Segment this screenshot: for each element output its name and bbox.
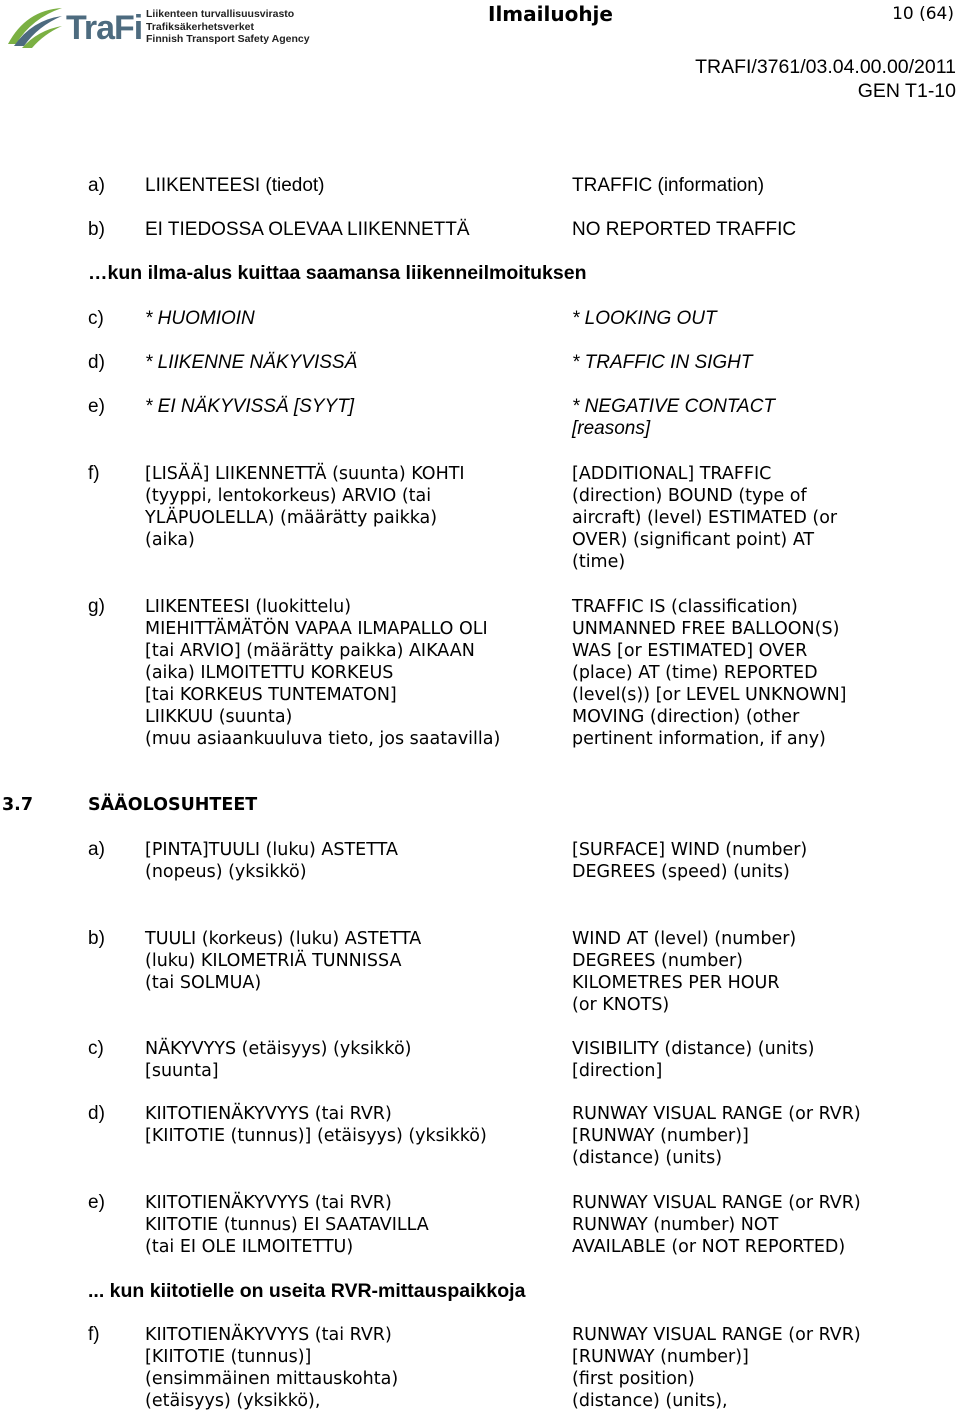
finnish-phrase: [145, 463, 565, 551]
phrase-line: (aika) ILMOITETTU KORKEUS: [145, 663, 394, 683]
item-label: c): [88, 308, 104, 329]
phrase-line: [RUNWAY (number)]: [572, 1347, 749, 1367]
phrase-line: [direction]: [572, 1061, 663, 1081]
trafi-swoosh-icon: [6, 4, 64, 50]
phrase-line: KIITOTIENÄKYVYYS (tai RVR): [145, 1325, 392, 1345]
english-phrase: * TRAFFIC IN SIGHT: [572, 352, 753, 373]
phrase-line: DEGREES (number): [572, 951, 743, 971]
phrase-line: (place) AT (time) REPORTED: [572, 663, 818, 683]
item-label: f): [88, 463, 100, 484]
english-phrase: [572, 463, 957, 573]
phrase-line: LIIKKUU (suunta): [145, 707, 293, 727]
phrase-line: RUNWAY VISUAL RANGE (or RVR): [572, 1104, 861, 1124]
phrase-line: RUNWAY (number) NOT: [572, 1215, 779, 1235]
phrase-line: TRAFFIC IS (classification): [572, 597, 798, 617]
item-label: a): [88, 175, 105, 196]
english-phrase: [572, 596, 957, 750]
phrase-line: (level(s)) [or LEVEL UNKNOWN]: [572, 685, 847, 705]
item-label: f): [88, 1324, 100, 1345]
phrase-line: (nopeus) (yksikkö): [145, 862, 307, 882]
english-phrase: [572, 839, 957, 883]
phrase-line: (distance) (units): [572, 1148, 723, 1168]
trafi-logo: [6, 4, 310, 54]
section-title: SÄÄOLOSUHTEET: [88, 795, 258, 815]
english-phrase: TRAFFIC (information): [572, 175, 765, 196]
english-phrase: [572, 1038, 957, 1082]
finnish-phrase: [145, 1103, 565, 1147]
phrase-line: KIITOTIE (tunnus) EI SAATAVILLA: [145, 1215, 429, 1235]
english-phrase: NO REPORTED TRAFFIC: [572, 219, 797, 240]
phrase-line: WIND AT (level) (number): [572, 929, 797, 949]
item-label: b): [88, 219, 105, 240]
item-label: g): [88, 596, 105, 617]
finnish-phrase: [145, 1324, 565, 1412]
finnish-phrase: [145, 1192, 565, 1258]
phrase-line: [LISÄÄ] LIIKENNETTÄ (suunta) KOHTI: [145, 464, 465, 484]
phrase-line: (luku) KILOMETRIÄ TUNNISSA: [145, 951, 402, 971]
phrase-line: UNMANNED FREE BALLOON(S): [572, 619, 840, 639]
phrase-line: pertinent information, if any): [572, 729, 826, 749]
phrase-line: (tyyppi, lentokorkeus) ARVIO (tai: [145, 486, 432, 506]
page-number: 10 (64): [892, 4, 954, 24]
phrase-line: TUULI (korkeus) (luku) ASTETTA: [145, 929, 422, 949]
phrase-line: (time): [572, 552, 626, 572]
finnish-phrase: [145, 928, 565, 994]
phrase-line: [KIITOTIE (tunnus)] (etäisyys) (yksikkö): [145, 1126, 487, 1146]
phrase-line: [tai KORKEUS TUNTEMATON]: [145, 685, 397, 705]
item-label: e): [88, 396, 105, 417]
finnish-phrase: * LIIKENNE NÄKYVISSÄ: [145, 352, 358, 373]
finnish-phrase: * HUOMIOIN: [145, 308, 255, 329]
phrase-line: (tai EI OLE ILMOITETTU): [145, 1237, 354, 1257]
phrase-line: * NEGATIVE CONTACT: [572, 396, 776, 417]
phrase-line: KILOMETRES PER HOUR: [572, 973, 780, 993]
phrase-line: (muu asiaankuuluva tieto, jos saatavilla): [145, 729, 501, 749]
document-code: GEN T1-10: [857, 80, 956, 102]
phrase-line: aircraft) (level) ESTIMATED (or: [572, 508, 838, 528]
phrase-line: (tai SOLMUA): [145, 973, 262, 993]
english-phrase: [572, 1192, 957, 1258]
phrase-line: [tai ARVIO] (määrätty paikka) AIKAAN: [145, 641, 475, 661]
finnish-phrase: [145, 596, 565, 750]
phrase-line: [reasons]: [572, 418, 651, 439]
phrase-line: MOVING (direction) (other: [572, 707, 800, 727]
phrase-line: RUNWAY VISUAL RANGE (or RVR): [572, 1193, 861, 1213]
item-label: e): [88, 1192, 105, 1213]
finnish-phrase: [145, 1038, 565, 1082]
item-label: c): [88, 1038, 104, 1059]
phrase-line: KIITOTIENÄKYVYYS (tai RVR): [145, 1104, 392, 1124]
item-label: d): [88, 352, 105, 373]
phrase-line: LIIKENTEESI (luokittelu): [145, 597, 352, 617]
phrase-line: [ADDITIONAL] TRAFFIC: [572, 464, 772, 484]
phrase-line: [SURFACE] WIND (number): [572, 840, 808, 860]
phrase-line: (etäisyys) (yksikkö),: [145, 1391, 321, 1411]
phrase-line: (direction) BOUND (type of: [572, 486, 807, 506]
phrase-line: (or KNOTS): [572, 995, 670, 1015]
item-label: b): [88, 928, 105, 949]
phrase-line: DEGREES (speed) (units): [572, 862, 790, 882]
english-phrase: * LOOKING OUT: [572, 308, 717, 329]
english-phrase: [572, 396, 957, 440]
phrase-line: [PINTA]TUULI (luku) ASTETTA: [145, 840, 398, 860]
english-phrase: [572, 928, 957, 1016]
document-title: Ilmailuohje: [488, 2, 613, 26]
phrase-line: [KIITOTIE (tunnus)]: [145, 1347, 312, 1367]
phrase-line: WAS [or ESTIMATED] OVER: [572, 641, 808, 661]
phrase-line: [RUNWAY (number)]: [572, 1126, 749, 1146]
section-number: 3.7: [2, 795, 34, 815]
phrase-line: MIEHITTÄMÄTÖN VAPAA ILMAPALLO OLI: [145, 619, 488, 639]
agency-name: Liikenteen turvallisuusvirasto Trafiksäkerhetsverket Finnish Transport Safety Agency: [146, 8, 310, 45]
item-label: a): [88, 839, 105, 860]
phrase-line: (distance) (units),: [572, 1391, 728, 1411]
phrase-line: AVAILABLE (or NOT REPORTED): [572, 1237, 846, 1257]
phrase-line: (aika): [145, 530, 195, 550]
phrase-line: (ensimmäinen mittauskohta): [145, 1369, 399, 1389]
logo-wordmark: TraFi: [66, 9, 143, 47]
phrase-line: [suunta]: [145, 1061, 219, 1081]
finnish-phrase: EI TIEDOSSA OLEVAA LIIKENNETTÄ: [145, 219, 470, 240]
phrase-line: VISIBILITY (distance) (units): [572, 1039, 815, 1059]
phrase-line: OVER) (significant point) AT: [572, 530, 815, 550]
english-phrase: [572, 1103, 957, 1169]
english-phrase: [572, 1324, 957, 1412]
finnish-phrase: LIIKENTEESI (tiedot): [145, 175, 325, 196]
phrase-line: KIITOTIENÄKYVYYS (tai RVR): [145, 1193, 392, 1213]
phrase-line: YLÄPUOLELLA) (määrätty paikka): [145, 508, 438, 528]
document-reference: TRAFI/3761/03.04.00.00/2011: [695, 56, 956, 78]
item-label: d): [88, 1103, 105, 1124]
finnish-phrase: * EI NÄKYVISSÄ [SYYT]: [145, 396, 355, 417]
phrase-line: RUNWAY VISUAL RANGE (or RVR): [572, 1325, 861, 1345]
finnish-phrase: [145, 839, 565, 883]
phrase-line: (first position): [572, 1369, 695, 1389]
phrase-line: NÄKYVYYS (etäisyys) (yksikkö): [145, 1039, 412, 1059]
subheading-rvr: ... kun kiitotielle on useita RVR-mittauspaikkoja: [88, 1280, 526, 1302]
subheading-acknowledgement: …kun ilma-alus kuittaa saamansa liikenneilmoituksen: [88, 262, 587, 284]
